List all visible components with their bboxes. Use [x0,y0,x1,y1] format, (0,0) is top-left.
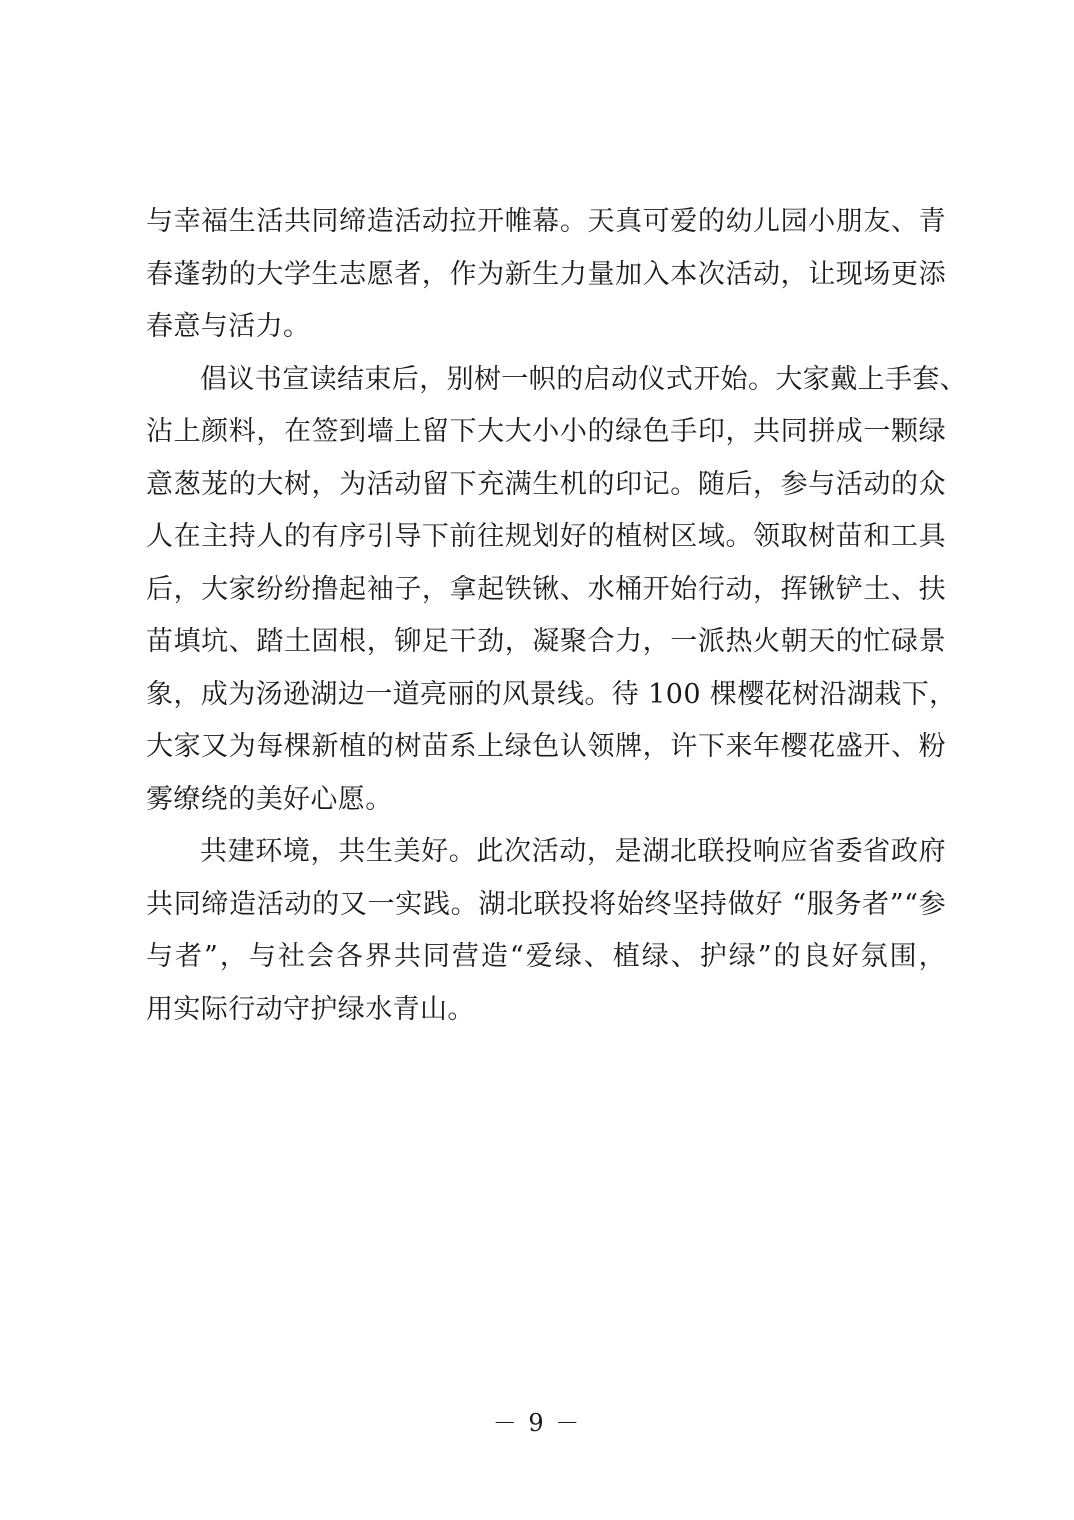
text-line: 意葱茏的大树，为活动留下充满生机的印记。随后，参与活动的众 [146,468,946,500]
text-line: 沾上颜料，在签到墙上留下大大小小的绿色手印，共同拼成一颗绿 [146,416,946,447]
text-line: 苗填坑、踏土固根，铆足干劲，凝聚合力，一派热火朝天的忙碌景 [146,626,946,657]
text-line: 倡议书宣读结束后，别树一帜的启动仪式开始。大家戴上手套、 [200,363,968,395]
text-line: 象，成为汤逊湖边一道亮丽的风景线。待 100 棵樱花树沿湖栽下， [146,678,957,710]
text-line: 与者”，与社会各界共同营造“爱绿、植绿、护绿”的良好氛围， [146,941,946,972]
text-line: 大家又为每棵新植的树苗系上绿色认领牌，许下来年樱花盛开、粉 [146,731,946,762]
text-line: 春蓬勃的大学生志愿者，作为新生力量加入本次活动，让现场更添 [146,258,946,290]
paragraph-2 [146,354,968,827]
document-body [146,196,968,1036]
text-line: 人在主持人的有序引导下前往规划好的植树区域。领取树苗和工具 [146,521,946,552]
text-line: 后，大家纷纷撸起袖子，拿起铁锹、水桶开始行动，挥锹铲土、扶 [146,573,946,605]
text-line: 与幸福生活共同缔造活动拉开帷幕。天真可爱的幼儿园小朋友、青 [146,206,946,237]
text-line: 春意与活力。 [146,311,311,342]
text-line: 用实际行动守护绿水青山。 [146,993,475,1025]
text-line: 共同缔造活动的又一实践。湖北联投将始终坚持做好 “服务者”“参 [146,888,946,920]
paragraph-1 [146,196,946,354]
text-line: 共建环境，共生美好。此次活动，是湖北联投响应省委省政府 [200,836,946,867]
text-line: 雾缭绕的美好心愿。 [146,783,393,815]
paragraph-3 [146,826,946,1036]
page-number: － 9 － [492,1409,582,1437]
